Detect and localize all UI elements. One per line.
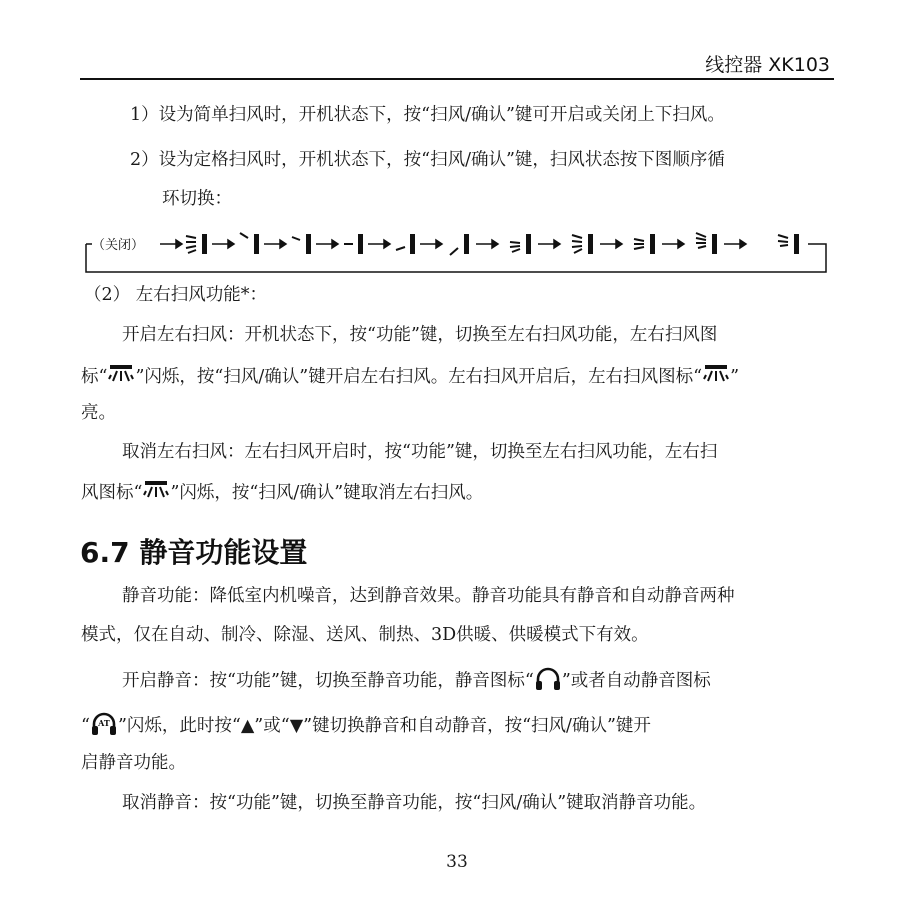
swing-item-2-line-2: 环切换：: [162, 189, 232, 209]
swing-cycle-diagram: [80, 224, 832, 276]
auto-icon-label: AT: [98, 718, 110, 728]
arrow-right-icon: [724, 240, 746, 248]
left-right-swing-icon: [107, 363, 135, 385]
silent-open-line-1: [122, 666, 711, 693]
arrow-right-icon: [212, 240, 234, 248]
louver-position-1-icon: [240, 233, 259, 254]
left-right-swing-icon: [702, 363, 730, 385]
louver-all-icon: [186, 234, 207, 254]
header-divider: [80, 78, 834, 80]
louver-lower-sweep-icon: [510, 234, 531, 254]
swing-item-1: 1）设为简单扫风时，开机状态下，按“扫风/确认”键可开启或关闭上下扫风。: [130, 105, 725, 125]
arrow-right-icon: [160, 240, 182, 248]
diagram-off-label: （关闭）: [92, 238, 145, 253]
louver-position-5-icon: [450, 234, 469, 255]
left-right-swing-icon: [142, 479, 170, 501]
headphones-icon: [534, 666, 562, 692]
auto-silent-headphones-icon: [90, 711, 118, 737]
text-fragment: 标“: [81, 367, 108, 387]
swing-item-2-line-1: 2）设为定格扫风时，开机状态下，按“扫风/确认”键，扫风状态按下图顺序循: [130, 150, 725, 170]
section-heading: 6.7 静音功能设置: [80, 536, 308, 569]
louver-position-3-icon: [344, 234, 363, 254]
text-fragment: ”: [730, 367, 740, 387]
text-fragment: 风图标“: [81, 483, 143, 503]
left-right-open-line-3: 亮。: [81, 403, 116, 423]
arrow-right-icon: [600, 240, 622, 248]
arrow-right-icon: [662, 240, 684, 248]
arrow-right-icon: [420, 240, 442, 248]
arrow-right-icon: [264, 240, 286, 248]
silent-intro-line-1: 静音功能：降低室内机噪音，达到静音效果。静音功能具有静音和自动静音两种: [122, 586, 735, 606]
louver-position-2-icon: [292, 234, 311, 254]
text-fragment: ”或者自动静音图标: [561, 671, 711, 691]
silent-cancel-line: 取消静音：按“功能”键，切换至静音功能，按“扫风/确认”键取消静音功能。: [122, 793, 707, 813]
louver-middle-sweep-icon: [634, 234, 655, 254]
left-right-cancel-line-1: 取消左右扫风：左右扫风开启时，按“功能”键，切换至左右扫风功能，左右扫: [122, 442, 718, 462]
arrow-right-icon: [538, 240, 560, 248]
page-number: 33: [446, 852, 468, 872]
arrow-right-icon: [316, 240, 338, 248]
louver-full-sweep-icon: [572, 234, 593, 254]
text-fragment: “: [81, 716, 90, 736]
document-header-title: 线控器 XK103: [705, 54, 830, 76]
arrow-right-icon: [368, 240, 390, 248]
left-right-swing-title: （2） 左右扫风功能*：: [84, 285, 267, 305]
silent-open-line-3: 启静音功能。: [81, 753, 186, 773]
text-fragment: ”闪烁，此时按“▲”或“▼”键切换静音和自动静音，按“扫风/确认”键开: [117, 716, 651, 736]
louver-position-4-icon: [396, 234, 415, 254]
text-fragment: 开启静音：按“功能”键，切换至静音功能，静音图标“: [122, 671, 534, 691]
text-fragment: ”闪烁，按“扫风/确认”键取消左右扫风。: [170, 483, 484, 503]
louver-upper-sweep-icon: [696, 233, 717, 254]
left-right-open-line-1: 开启左右扫风：开机状态下，按“功能”键，切换至左右扫风功能，左右扫风图: [122, 325, 718, 345]
left-right-cancel-line-2: [81, 479, 483, 505]
text-fragment: ”闪烁，按“扫风/确认”键开启左右扫风。左右扫风开启后，左右扫风图标“: [135, 367, 703, 387]
silent-intro-line-2: 模式，仅在自动、制冷、除湿、送风、制热、3D供暖、供暖模式下有效。: [81, 625, 649, 645]
left-right-open-line-2: [81, 363, 739, 389]
louver-top-sweep-icon: [778, 234, 799, 254]
arrow-right-icon: [476, 240, 498, 248]
silent-open-line-2: [81, 711, 651, 738]
